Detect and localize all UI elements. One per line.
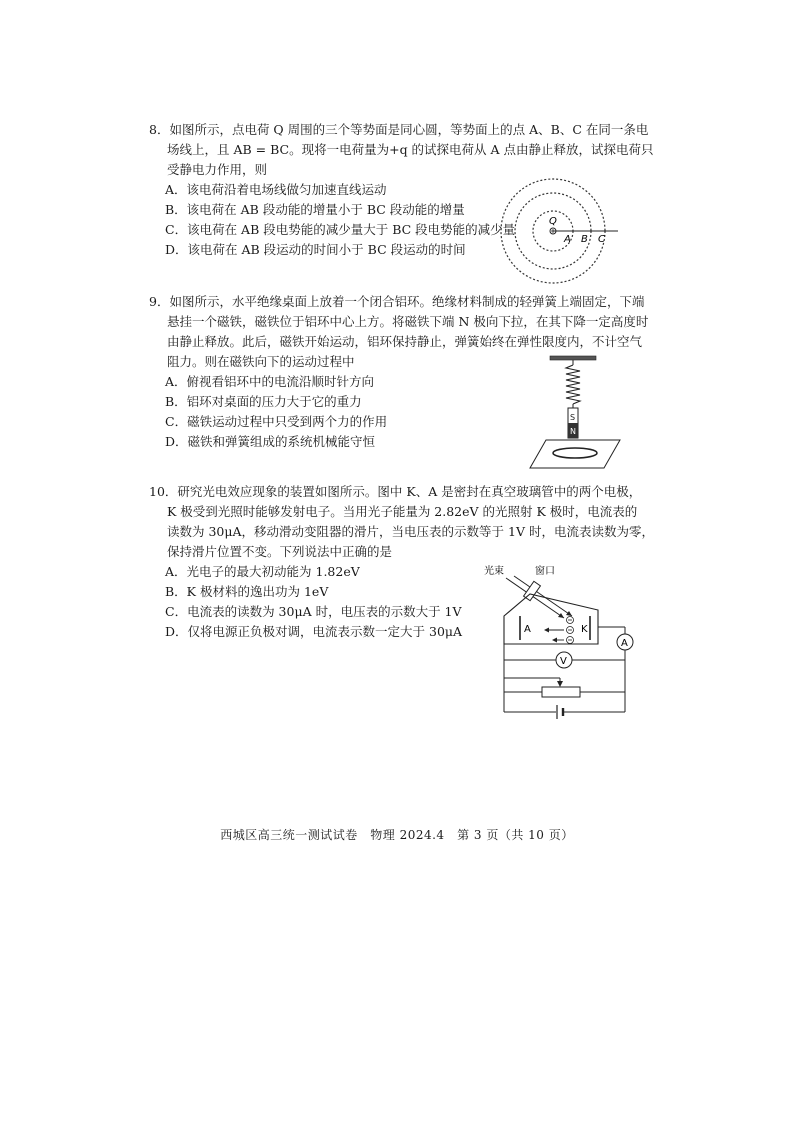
q10-stem-line-4: 保持滑片位置不变。下列说法中正确的是 — [167, 544, 393, 559]
q8-option-b: B．该电荷在 AB 段动能的增量小于 BC 段动能的增量 — [165, 202, 465, 217]
q10-label-beam: 光束 — [484, 566, 504, 577]
q9-magnet-spring-figure — [520, 352, 630, 472]
q10-photoelectric-circuit-figure — [480, 560, 640, 722]
q10-option-b: B．K 极材料的逸出功为 1eV — [165, 584, 329, 599]
q8-option-d: D．该电荷在 AB 段运动的时间小于 BC 段运动的时间 — [165, 242, 466, 257]
q9-stem-line-1: 9．如图所示，水平绝缘桌面上放着一个闭合铝环。绝缘材料制成的轻弹簧上端固定，下端 — [149, 294, 645, 309]
q8-stem-line-1: 8．如图所示，点电荷 Q 周围的三个等势面是同心圆，等势面上的点 A、B、C 在同一条电 — [149, 122, 649, 137]
q9-option-d: D．磁铁和弹簧组成的系统机械能守恒 — [165, 434, 376, 449]
q8-stem-line-2: 场线上，且 AB = BC。现将一电荷量为+q 的试探电荷从 A 点由静止释放，试探电荷只 — [167, 142, 654, 157]
q9-stem-line-3: 由静止释放。此后，磁铁开始运动，铝环保持静止，弹簧始终在弹性限度内，不计空气 — [167, 334, 643, 349]
q10-label-electrode-a: A — [524, 624, 531, 635]
q10-stem-line-2: K 极受到光照时能够发射电子。当用光子能量为 2.82eV 的光照射 K 极时，电流表的 — [167, 504, 638, 519]
q10-option-a: A．光电子的最大初动能为 1.82eV — [165, 564, 360, 579]
q9-stem-line-2: 悬挂一个磁铁，磁铁位于铝环中心上方。将磁铁下端 N 极向下拉，在其下降一定高度时 — [167, 314, 649, 329]
q10-label-window: 窗口 — [535, 566, 555, 577]
q8-label-b: B — [581, 234, 588, 245]
q10-voltmeter-label: V — [560, 656, 567, 667]
q10-option-c: C．电流表的读数为 30μA 时，电压表的示数大于 1V — [165, 604, 462, 619]
q9-option-b: B．铝环对桌面的压力大于它的重力 — [165, 394, 362, 409]
q9-option-c: C．磁铁运动过程中只受到两个力的作用 — [165, 414, 388, 429]
page-footer: 西城区高三统一测试试卷 物理 2024.4 第 3 页（共 10 页） — [220, 828, 574, 842]
q8-stem-line-3: 受静电力作用，则 — [167, 162, 268, 177]
q8-equipotential-figure — [498, 176, 628, 288]
q8-label-a: A — [564, 234, 571, 245]
q10-stem-line-3: 读数为 30μA，移动滑动变阻器的滑片，当电压表的示数等于 1V 时，电流表读数为零， — [167, 524, 654, 539]
q8-label-c: C — [598, 234, 605, 245]
q8-label-q: Q — [549, 216, 557, 227]
q8-option-a: A．该电荷沿着电场线做匀加速直线运动 — [165, 182, 387, 197]
q9-option-a: A．俯视看铝环中的电流沿顺时针方向 — [165, 374, 375, 389]
q9-label-n: N — [570, 427, 576, 436]
q9-label-s: S — [570, 413, 576, 422]
q9-stem-line-4: 阻力。则在磁铁向下的运动过程中 — [167, 354, 355, 369]
q10-option-d: D．仅将电源正负极对调，电流表示数一定大于 30μA — [165, 624, 463, 639]
q10-stem-line-1: 10．研究光电效应现象的装置如图所示。图中 K、A 是密封在真空玻璃管中的两个电极， — [149, 484, 642, 499]
q8-option-c: C．该电荷在 AB 段电势能的减少量大于 BC 段电势能的减少量 — [165, 222, 516, 237]
q10-label-electrode-k: K — [581, 624, 588, 635]
q10-ammeter-label: A — [621, 638, 628, 649]
